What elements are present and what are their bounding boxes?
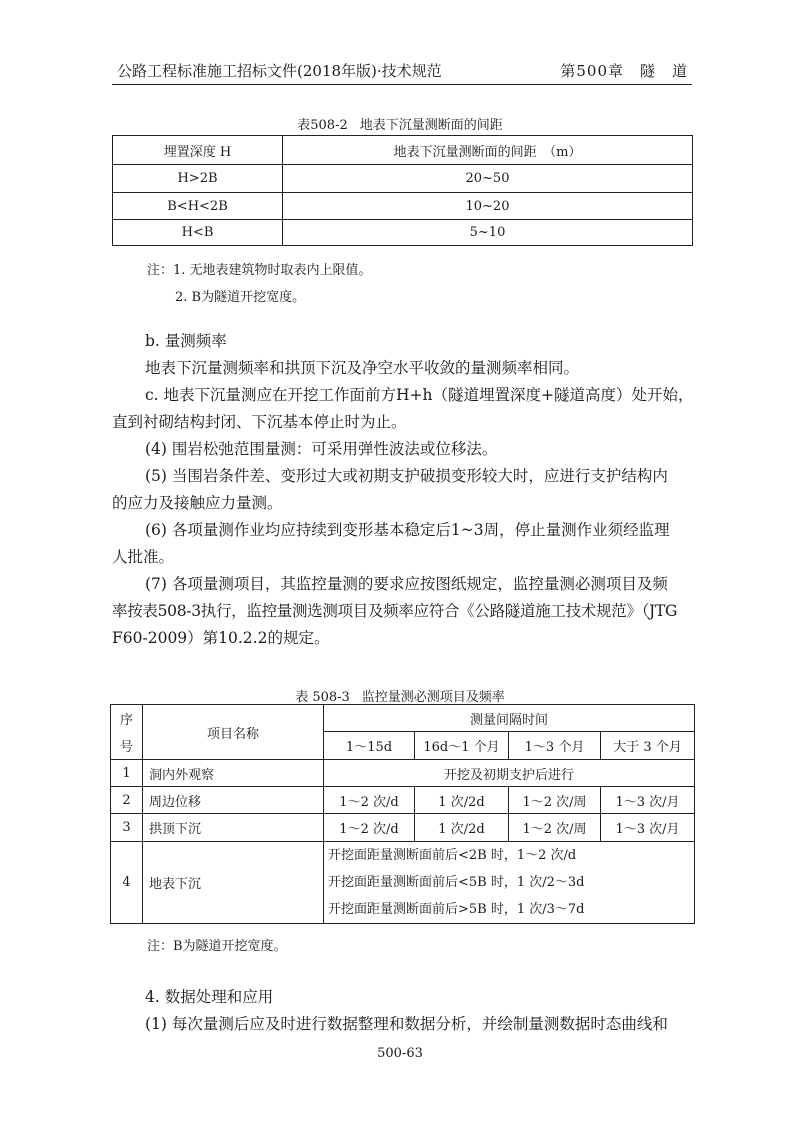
- para-6-line2: 人批准。: [112, 548, 175, 566]
- table2-header-seq-top: 序: [111, 705, 143, 732]
- table2-cell: 1～2 次/d: [324, 787, 415, 814]
- header-rule: [112, 84, 692, 85]
- table-row: [111, 842, 695, 924]
- table2-header-interval: 测量间隔时间: [324, 705, 695, 732]
- para-5-line1: (5) 当围岩条件差、变形过大或初期支护破损变形较大时，应进行支护结构内: [145, 467, 668, 485]
- table1-cell: B<H<2B: [113, 193, 283, 220]
- table-row: [111, 787, 695, 814]
- table-row: [111, 760, 695, 787]
- table2-row-no: 1: [111, 760, 143, 787]
- table1-caption: [0, 114, 800, 133]
- para-7-line2: 率按表508-3执行，监控量测选测项目及频率应符合《公路隧道施工技术规范》（JTG: [112, 602, 678, 620]
- table2-row-no: 2: [111, 787, 143, 814]
- table2-header-row-1: [111, 705, 695, 732]
- table2-note: 注：B为隧道开挖宽度。: [147, 939, 287, 954]
- table2: [110, 704, 695, 924]
- table1-note-1: 注：1. 无地表建筑物时取表内上限值。: [147, 263, 372, 278]
- table2-cell: 1～2 次/周: [509, 787, 601, 814]
- table1-note-2: 2. B为隧道开挖宽度。: [175, 290, 306, 305]
- table2-header-col: 1～15d: [324, 732, 415, 760]
- para-b-text: 地表下沉量测频率和拱顶下沉及净空水平收敛的量测频率相同。: [145, 359, 580, 377]
- table-row: [113, 193, 693, 220]
- table2-row-span: 开挖及初期支护后进行: [324, 760, 695, 787]
- table2-cell: 1～3 次/月: [601, 787, 695, 814]
- para-7-line3: F60-2009）第10.2.2的规定。: [112, 629, 330, 647]
- running-header-chapter: 第500章 隧 道: [560, 62, 688, 80]
- table2-header-seq-bottom: 号: [111, 732, 143, 760]
- table1-header-spacing: 地表下沉量测断面的间距 （m）: [283, 136, 693, 165]
- table1-cell: 20~50: [283, 165, 693, 193]
- table1-title: 地表下沉量测断面的间距: [359, 118, 503, 133]
- body-text: [112, 328, 694, 652]
- page-number: 500-63: [377, 1046, 423, 1061]
- para-7-line1: (7) 各项量测项目，其监控量测的要求应按图纸规定，监控量测必测项目及频: [145, 575, 668, 593]
- para-c-line1: c. 地表下沉量测应在开挖工作面前方H+h（隧道埋置深度+隧道高度）处开始，: [145, 386, 694, 404]
- table-row: [113, 165, 693, 193]
- section4-title: 4. 数据处理和应用: [145, 988, 274, 1006]
- table2-cell: 1～2 次/周: [509, 814, 601, 842]
- table1-number: 表508-2: [297, 118, 348, 133]
- table2-header-item: 项目名称: [143, 705, 324, 760]
- para-4: (4) 围岩松弛范围量测：可采用弹性波法或位移法。: [145, 440, 498, 458]
- table2-row-name: 周边位移: [143, 787, 324, 814]
- section4: [112, 984, 694, 1038]
- table2-cell: 1～3 次/月: [601, 814, 695, 842]
- para-5-line2: 的应力及接触应力量测。: [112, 494, 283, 512]
- table2-caption: [0, 686, 800, 705]
- table2-row4-detail: [324, 842, 695, 924]
- section4-para-1: (1) 每次量测后应及时进行数据整理和数据分析，并绘制量测数据时态曲线和: [145, 1015, 668, 1033]
- table2-row4-line: 开挖面距量测断面前后<2B 时，1～2 次/d: [328, 848, 577, 863]
- table1-cell: 5~10: [283, 220, 693, 246]
- table2-row-name: 洞内外观察: [143, 760, 324, 787]
- table1-cell: H<B: [113, 220, 283, 246]
- table2-row4-line: 开挖面距量测断面前后>5B 时，1 次/3～7d: [328, 902, 585, 917]
- table2-row-name: 拱顶下沉: [143, 814, 324, 842]
- table2-title: 监控量测必测项目及频率: [361, 690, 505, 705]
- table2-header-col: 1～3 个月: [509, 732, 601, 760]
- table2-row-no: 3: [111, 814, 143, 842]
- table1-cell: H>2B: [113, 165, 283, 193]
- table2-row-name: 地表下沉: [143, 842, 324, 924]
- table2-header-col: 大于 3 个月: [601, 732, 695, 760]
- table2-header-col: 16d～1 个月: [415, 732, 509, 760]
- table1-header-depth: 埋置深度 H: [113, 136, 283, 165]
- table1-cell: 10~20: [283, 193, 693, 220]
- table-row: [111, 814, 695, 842]
- table2-row4-line: 开挖面距量测断面前后<5B 时，1 次/2～3d: [328, 875, 585, 890]
- running-header-title: 公路工程标准施工招标文件(2018年版)·技术规范: [117, 62, 442, 80]
- table2-row-no: 4: [111, 842, 143, 924]
- table1: [112, 135, 693, 246]
- table2-cell: 1 次/2d: [415, 787, 509, 814]
- table2-cell: 1 次/2d: [415, 814, 509, 842]
- table2-number: 表 508-3: [295, 690, 350, 705]
- table1-header-row: [113, 136, 693, 165]
- para-b-title: b. 量测频率: [145, 332, 227, 350]
- para-c-line2: 直到衬砌结构封闭、下沉基本停止时为止。: [112, 413, 407, 431]
- table2-cell: 1～2 次/d: [324, 814, 415, 842]
- para-6-line1: (6) 各项量测作业均应持续到变形基本稳定后1~3周，停止量测作业须经监理: [145, 521, 670, 539]
- table-row: [113, 220, 693, 246]
